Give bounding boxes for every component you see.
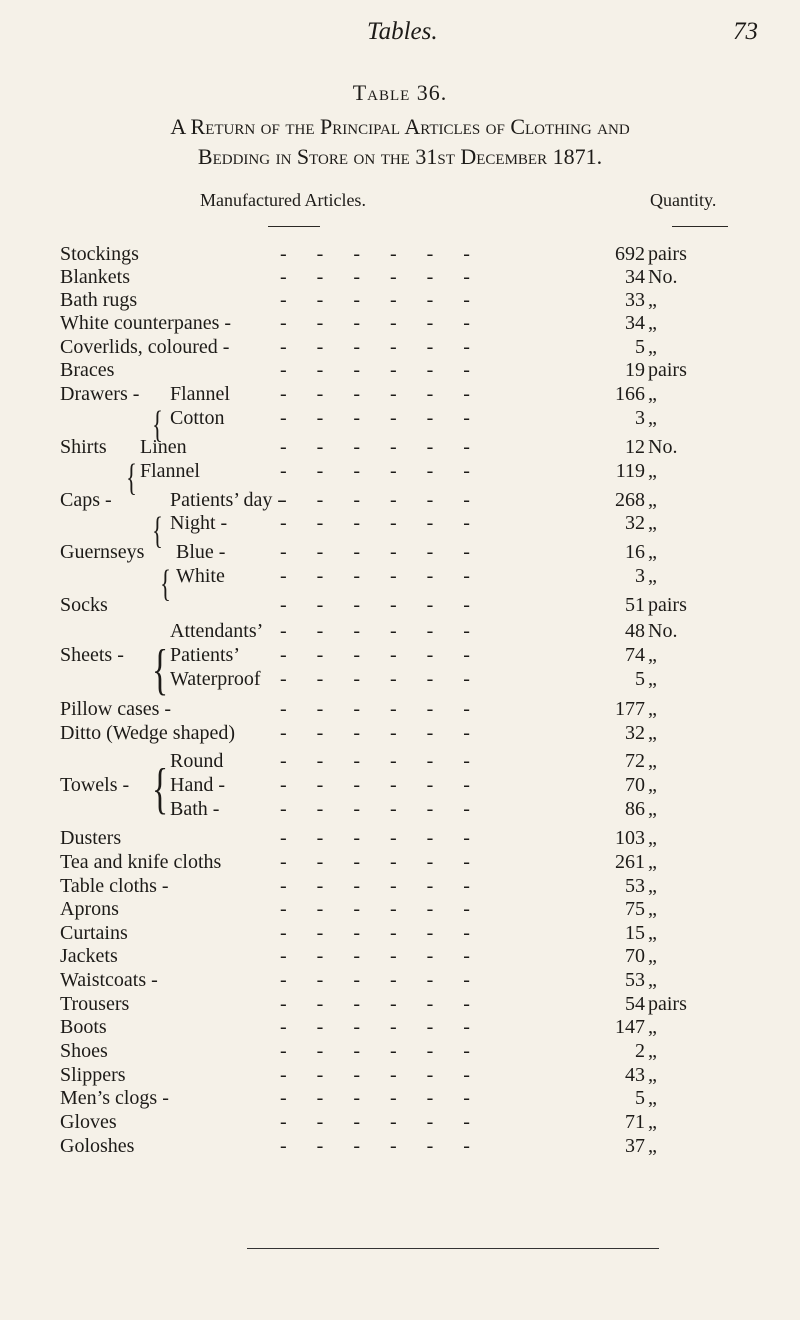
quantity-unit: „ <box>648 1016 657 1038</box>
quantity-unit: pairs <box>648 993 687 1015</box>
quantity-unit: „ <box>648 489 657 511</box>
leader-dashes: - - - - - - <box>280 750 470 772</box>
table-row <box>0 898 800 924</box>
table-row <box>0 644 800 670</box>
table-row <box>0 1016 800 1042</box>
table-row <box>0 383 800 409</box>
table-row <box>0 969 800 995</box>
quantity-unit: „ <box>648 1040 657 1062</box>
quantity-value: 72 <box>625 750 645 772</box>
table-row <box>0 565 800 591</box>
leader-dashes: - - - - - - <box>280 541 470 563</box>
leader-dashes: - - - - - - <box>280 1087 470 1109</box>
page-number: 73 <box>733 18 758 45</box>
article-subtype: Patients’ day - <box>170 489 285 511</box>
quantity-unit: „ <box>648 851 657 873</box>
quantity-unit: „ <box>648 1135 657 1157</box>
table-row <box>0 436 800 462</box>
table-title-line-1: A Return of the Principal Articles of Clothing and <box>170 114 630 139</box>
leader-dashes: - - - - - - <box>280 594 470 616</box>
leader-dashes: - - - - - - <box>280 1111 470 1133</box>
brace-towels: { <box>152 758 169 820</box>
table-row <box>0 722 800 748</box>
quantity-value: 86 <box>625 798 645 820</box>
table-title-line-2: Bedding in Store on the 31st December 1871. <box>197 144 603 169</box>
quantity-unit: „ <box>648 1087 657 1109</box>
article-name: White counterpanes - <box>60 312 232 334</box>
quantity-unit: „ <box>648 875 657 897</box>
article-name: Guernseys <box>60 541 145 563</box>
quantity-value: 12 <box>625 436 645 458</box>
article-subtype: Bath - <box>170 798 220 820</box>
leader-dashes: - - - - - - <box>280 512 470 534</box>
table-row <box>0 512 800 538</box>
leader-dashes: - - - - - - <box>280 336 470 358</box>
leader-dashes: - - - - - - <box>280 922 470 944</box>
end-rule <box>247 1248 659 1249</box>
article-subtype: White <box>176 565 225 587</box>
brace-drawers: { <box>152 404 163 446</box>
quantity-unit: „ <box>648 1111 657 1133</box>
article-subtype: Flannel <box>140 460 200 482</box>
quantity-value: 166 <box>615 383 645 405</box>
leader-dashes: - - - - - - <box>280 1064 470 1086</box>
leader-dashes: - - - - - - <box>280 407 470 429</box>
quantity-value: 15 <box>625 922 645 944</box>
leader-dashes: - - - - - - <box>280 436 470 458</box>
quantity-unit: pairs <box>648 359 687 381</box>
table-row <box>0 698 800 724</box>
article-subtype: Waterproof <box>170 668 261 690</box>
quantity-value: 2 <box>635 1040 645 1062</box>
quantity-value: 147 <box>615 1016 645 1038</box>
leader-dashes: - - - - - - <box>280 289 470 311</box>
leader-dashes: - - - - - - <box>280 969 470 991</box>
leader-dashes: - - - - - - <box>280 774 470 796</box>
brace-sheets: { <box>152 639 169 701</box>
quantity-unit: pairs <box>648 594 687 616</box>
quantity-unit: „ <box>648 407 657 429</box>
quantity-value: 53 <box>625 875 645 897</box>
article-name: Blankets <box>60 266 130 288</box>
quantity-unit: „ <box>648 541 657 563</box>
quantity-value: 34 <box>625 312 645 334</box>
article-name: Pillow cases - <box>60 698 172 720</box>
leader-dashes: - - - - - - <box>280 565 470 587</box>
leader-dashes: - - - - - - <box>280 1135 470 1157</box>
quantity-value: 692 <box>615 243 645 265</box>
article-name: Goloshes <box>60 1135 135 1157</box>
quantity-value: 54 <box>625 993 645 1015</box>
table-row <box>0 774 800 800</box>
leader-dashes: - - - - - - <box>280 1016 470 1038</box>
leader-dashes: - - - - - - <box>280 489 470 511</box>
quantity-value: 71 <box>625 1111 645 1133</box>
article-name: Tea and knife cloths <box>60 851 222 873</box>
leader-dashes: - - - - - - <box>280 875 470 897</box>
article-name: Slippers <box>60 1064 126 1086</box>
quantity-unit: „ <box>648 336 657 358</box>
quantity-value: 33 <box>625 289 645 311</box>
quantity-unit: „ <box>648 798 657 820</box>
quantity-underline <box>672 226 728 227</box>
article-subtype: Night - <box>170 512 228 534</box>
quantity-unit: No. <box>648 620 678 642</box>
article-name: Sheets - <box>60 644 124 666</box>
quantity-value: 74 <box>625 644 645 666</box>
leader-dashes: - - - - - - <box>280 312 470 334</box>
table-row <box>0 460 800 486</box>
quantity-value: 70 <box>625 774 645 796</box>
quantity-unit: „ <box>648 1064 657 1086</box>
quantity-value: 5 <box>635 668 645 690</box>
article-name: Ditto (Wedge shaped) <box>60 722 235 744</box>
quantity-unit: No. <box>648 266 678 288</box>
quantity-unit: „ <box>648 512 657 534</box>
quantity-value: 43 <box>625 1064 645 1086</box>
quantity-unit: „ <box>648 698 657 720</box>
leader-dashes: - - - - - - <box>280 827 470 849</box>
leader-dashes: - - - - - - <box>280 383 470 405</box>
article-name: Braces <box>60 359 115 381</box>
quantity-unit: „ <box>648 383 657 405</box>
table-row <box>0 668 800 694</box>
table-row <box>0 1040 800 1066</box>
quantity-unit: „ <box>648 565 657 587</box>
quantity-unit: „ <box>648 289 657 311</box>
quantity-unit: pairs <box>648 243 687 265</box>
article-name: Table cloths - <box>60 875 169 897</box>
quantity-unit: „ <box>648 668 657 690</box>
article-name: Boots <box>60 1016 107 1038</box>
table-row <box>0 1111 800 1137</box>
article-name: Trousers <box>60 993 130 1015</box>
table-row <box>0 620 800 646</box>
quantity-unit: „ <box>648 750 657 772</box>
leader-dashes: - - - - - - <box>280 698 470 720</box>
quantity-value: 268 <box>615 489 645 511</box>
table-row <box>0 750 800 776</box>
column-header-quantity: Quantity. <box>650 190 717 210</box>
article-name: Stockings <box>60 243 139 265</box>
column-header-articles: Manufactured Articles. <box>200 190 366 210</box>
article-name: Coverlids, coloured - <box>60 336 230 358</box>
article-name: Caps - <box>60 489 112 511</box>
article-name: Drawers - <box>60 383 140 405</box>
table-row <box>0 359 800 385</box>
quantity-value: 5 <box>635 336 645 358</box>
brace-shirts: { <box>126 457 137 499</box>
quantity-unit: No. <box>648 436 678 458</box>
table-row <box>0 594 800 620</box>
quantity-value: 177 <box>615 698 645 720</box>
table-row <box>0 407 800 433</box>
quantity-value: 53 <box>625 969 645 991</box>
quantity-unit: „ <box>648 312 657 334</box>
quantity-unit: „ <box>648 898 657 920</box>
quantity-value: 75 <box>625 898 645 920</box>
leader-dashes: - - - - - - <box>280 1040 470 1062</box>
table-number: Table 36. <box>352 80 448 105</box>
quantity-value: 3 <box>635 565 645 587</box>
leader-dashes: - - - - - - <box>280 993 470 1015</box>
table-row <box>0 1087 800 1113</box>
article-name: Gloves <box>60 1111 117 1133</box>
leader-dashes: - - - - - - <box>280 359 470 381</box>
article-subtype: Blue - <box>176 541 226 563</box>
brace-caps: { <box>152 510 163 552</box>
quantity-unit: „ <box>648 922 657 944</box>
quantity-value: 32 <box>625 512 645 534</box>
brace-guernseys: { <box>160 563 171 605</box>
article-subtype: Round <box>170 750 224 772</box>
article-name: Shirts <box>60 436 107 458</box>
article-subtype: Patients’ <box>170 644 240 666</box>
quantity-value: 19 <box>625 359 645 381</box>
quantity-value: 32 <box>625 722 645 744</box>
quantity-unit: „ <box>648 774 657 796</box>
table-row <box>0 945 800 971</box>
leader-dashes: - - - - - - <box>280 945 470 967</box>
article-name: Bath rugs <box>60 289 138 311</box>
quantity-value: 3 <box>635 407 645 429</box>
quantity-unit: „ <box>648 460 657 482</box>
quantity-value: 70 <box>625 945 645 967</box>
quantity-unit: „ <box>648 644 657 666</box>
quantity-value: 34 <box>625 266 645 288</box>
quantity-unit: „ <box>648 827 657 849</box>
running-header-title: Tables. <box>367 18 438 45</box>
quantity-value: 5 <box>635 1087 645 1109</box>
article-name: Shoes <box>60 1040 108 1062</box>
quantity-value: 119 <box>615 460 645 482</box>
articles-underline <box>268 226 320 227</box>
article-name: Waistcoats - <box>60 969 158 991</box>
article-name: Men’s clogs - <box>60 1087 169 1109</box>
article-subtype: Cotton <box>170 407 225 429</box>
table-row <box>0 798 800 824</box>
quantity-value: 37 <box>625 1135 645 1157</box>
leader-dashes: - - - - - - <box>280 898 470 920</box>
leader-dashes: - - - - - - <box>280 798 470 820</box>
leader-dashes: - - - - - - <box>280 644 470 666</box>
table-row <box>0 541 800 567</box>
leader-dashes: - - - - - - <box>280 243 470 265</box>
quantity-value: 51 <box>625 594 645 616</box>
article-name: Dusters <box>60 827 122 849</box>
article-name: Curtains <box>60 922 128 944</box>
table-row <box>0 827 800 853</box>
article-subtype: Hand - <box>170 774 225 796</box>
article-subtype: Attendants’ <box>170 620 264 642</box>
quantity-unit: „ <box>648 722 657 744</box>
article-subtype: Flannel <box>170 383 230 405</box>
leader-dashes: - - - - - - <box>280 668 470 690</box>
leader-dashes: - - - - - - <box>280 460 470 482</box>
article-name: Aprons <box>60 898 119 920</box>
leader-dashes: - - - - - - <box>280 620 470 642</box>
quantity-value: 261 <box>615 851 645 873</box>
leader-dashes: - - - - - - <box>280 266 470 288</box>
table-row <box>0 312 800 338</box>
article-name: Socks <box>60 594 108 616</box>
table-row <box>0 851 800 877</box>
quantity-value: 48 <box>625 620 645 642</box>
article-subtype: Linen <box>140 436 187 458</box>
article-name: Towels - <box>60 774 130 796</box>
quantity-value: 103 <box>615 827 645 849</box>
quantity-unit: „ <box>648 969 657 991</box>
leader-dashes: - - - - - - <box>280 851 470 873</box>
article-name: Jackets <box>60 945 118 967</box>
leader-dashes: - - - - - - <box>280 722 470 744</box>
quantity-unit: „ <box>648 945 657 967</box>
table-row <box>0 1135 800 1161</box>
quantity-value: 16 <box>625 541 645 563</box>
